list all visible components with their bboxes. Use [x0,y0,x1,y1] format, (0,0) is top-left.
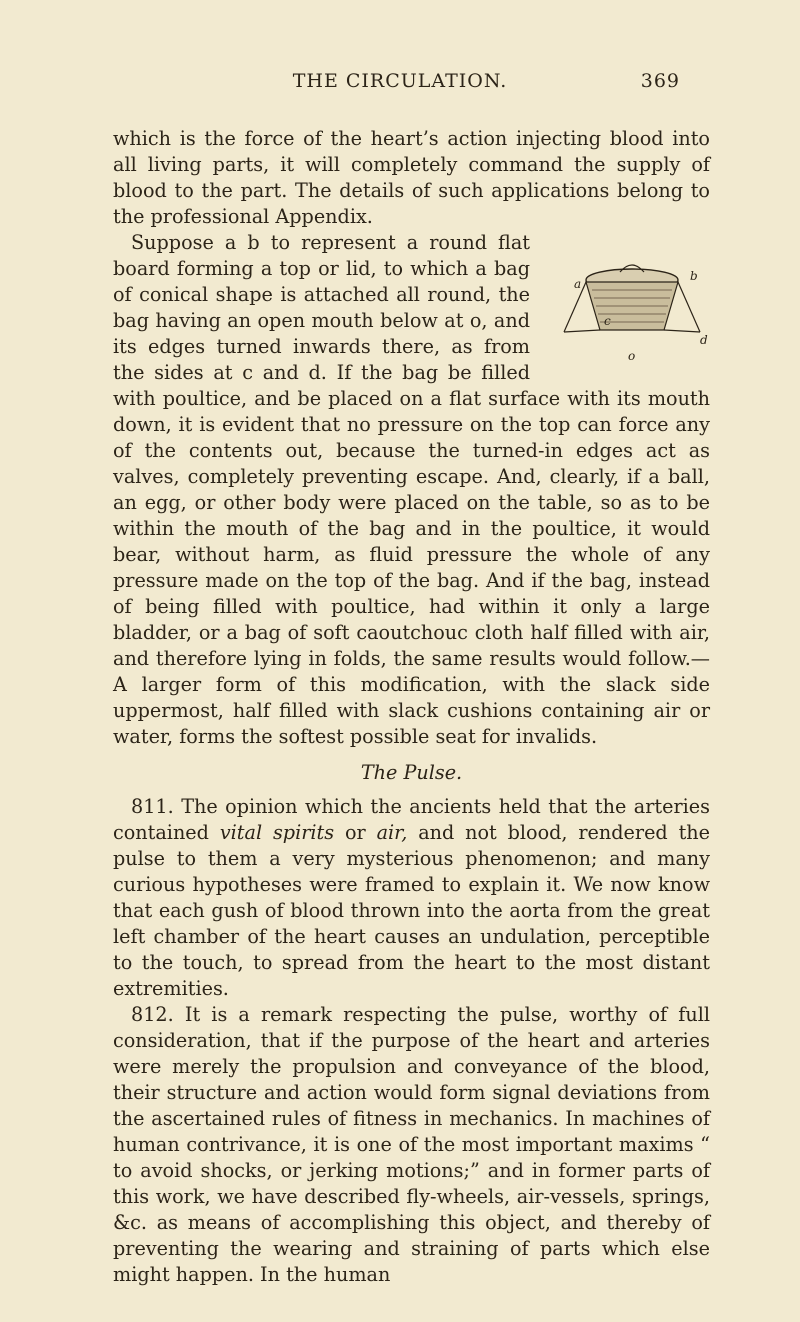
p811-italic-air: air, [376,821,408,844]
p811-text-after: and not blood, rendered the pulse to them a very mysterious phenomenon; and many curious hypotheses were framed to explain it. We now know that each gush of blood thrown into the aorta from the great left chamber of the heart causes an undulation, perceptible to the touch, to spread from the heart to the most distant extremities. [113,821,710,1000]
right-edge [678,282,700,332]
label-b: b [690,269,698,283]
p812-text: It is a remark respecting the pulse, worthy of full consideration, that if the purpose of the heart and arteries were merely the propulsion and conveyance of the blood, their structure and action would form signal deviations from the ascertained rules of fitness in mechanics. In machines of human contrivance, it is one of the most important maxims “ to avoid shocks, or jerking motions;” and in former parts of this work, we have described fly-wheels, air-vessels, springs, &c. as means of accomplishing this object, and thereby of preventing the wearing and straining of parts which else might happen. In the human [113,1003,710,1286]
running-title: THE CIRCULATION. [292,70,508,92]
text-body [113,126,710,1288]
left-fold [564,330,600,332]
poultice-bag-figure [540,258,710,370]
p811-text-mid: or [344,821,366,844]
right-fold [664,330,700,332]
section-heading: The Pulse. [360,761,463,784]
label-a: a [574,277,582,291]
poultice-bag-illustration [540,258,710,370]
page-number: 369 [640,70,680,92]
p811-text-before: The opinion which the ancients held that the arteries contained [113,795,710,844]
paragraph-poultice-bag: Suppose a b to represent a round flat board forming a top or lid, to which a bag of conical shape is attached all round, the bag having an open mouth below at o, and its edges turned inwards there, as from the sides at c and d. If the bag be filled with poultice, and be placed on a flat surface with its mouth down, it is evident that no pressure on the top can force any of the contents out, because the turned-in edges act as valves, completely preventing escape. And, clearly, if a ball, an egg, or other body were placed on the table, so as to be within the mouth of the bag and in the poultice, it would bear, without harm, as fluid pressure the whole of any pressure made on the top of the bag. And if the bag, instead of being filled with poultice, had within it only a large bladder, or a bag of soft caoutchouc cloth half filled with air, and therefore lying in folds, the same results would follow.—A larger form of this modification, with the slack side uppermost, half filled with slack cushions containing air or water, forms the softest possible seat for invalids. [113,231,710,748]
label-d: d [700,333,708,347]
paragraph-number-812: 812. [131,1003,174,1026]
running-header [0,70,800,98]
paragraph-continued: which is the force of the heart’s action injecting blood into all living parts, it will completely command the supply of blood to the part. The details of such applications belong to the professional Appendix. [113,127,710,228]
paragraph-number-811: 811. [131,795,174,818]
label-o: o [628,349,636,363]
label-c: c [604,314,611,328]
paragraph-811 [113,794,710,1002]
paragraph-812 [113,1002,710,1288]
p811-italic-vital-spirits: vital spirits [219,821,335,844]
